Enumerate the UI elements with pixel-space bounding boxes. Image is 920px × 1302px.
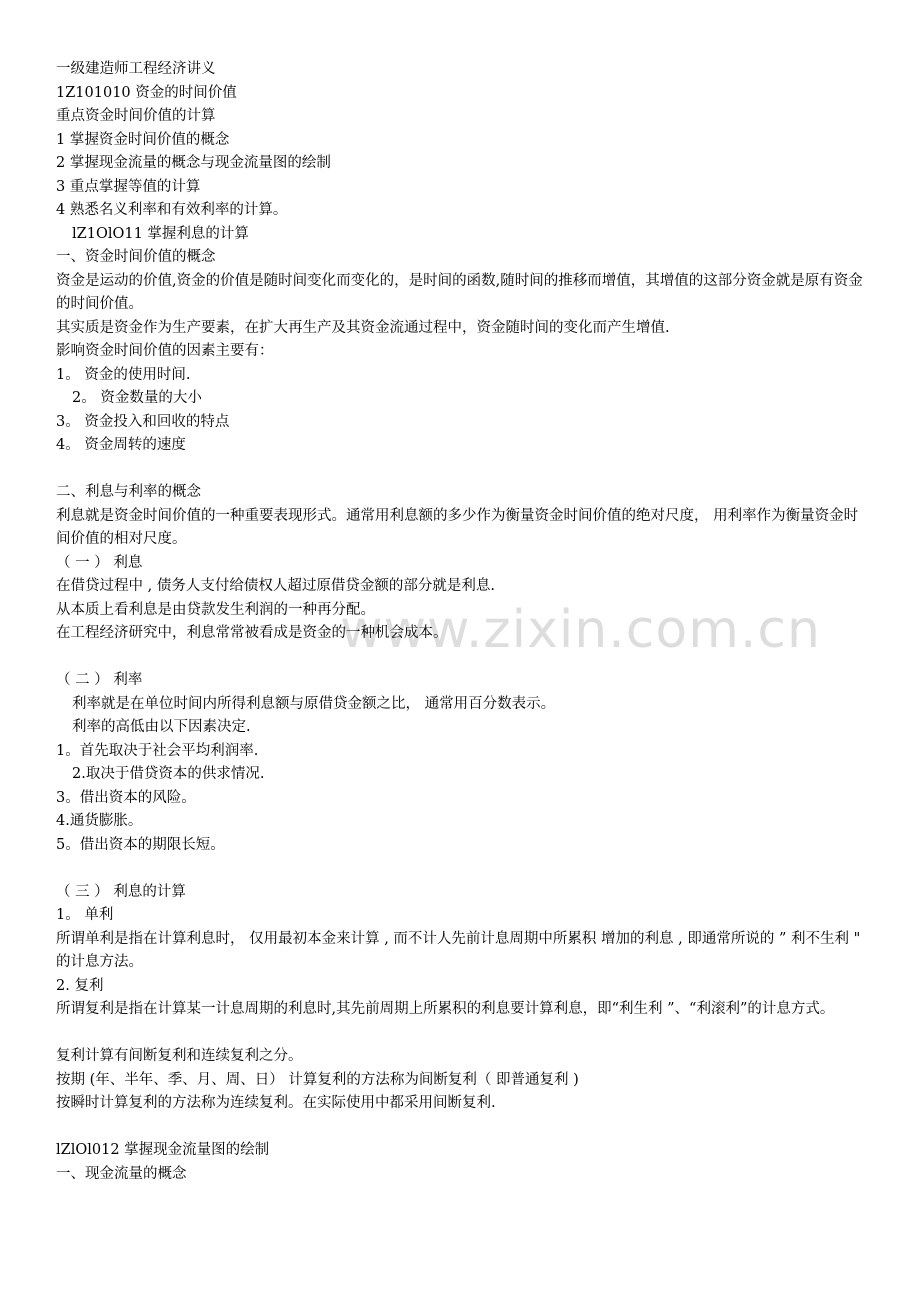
paragraph: 利率的高低由以下因素决定. — [72, 719, 251, 735]
blank-line — [56, 646, 868, 670]
paragraph: 按期 (年、半年、季、月、周、日） 计算复利的方法称为间断复利（ 即普通复利 ) — [56, 1071, 579, 1088]
list-item: 2.取决于借贷资本的供求情况. — [72, 766, 265, 782]
paragraph: 复利计算有间断复利和连续复利之分。 — [56, 1048, 303, 1064]
blank-line — [56, 1022, 868, 1046]
paragraph: 其实质是资金作为生产要素，在扩大再生产及其资金流通过程中，资金随时间的变化而产生增值. — [56, 319, 670, 336]
section-heading: lZlOl012 掌握现金流量图的绘制 — [56, 1142, 270, 1158]
subsection-heading: （ 二 ） 利率 — [56, 672, 143, 688]
paragraph: 所谓复利是指在计算某一计息周期的利息时,其先前周期上所累积的利息要计算利息，即“利生利 ”、“利滚利”的计息方式。 — [56, 1001, 835, 1017]
list-item: 2. 复利 — [56, 977, 104, 994]
subsection-heading: （ 一 ） 利息 — [56, 554, 143, 571]
paragraph: 资金是运动的价值,资金的价值是随时间变化而变化的，是时间的函数,随时间的推移而增值，其增值的这部分资金就是原有资金的时间价值。 — [56, 272, 863, 312]
paragraph: 利息就是资金时间价值的一种重要表现形式。通常用利息额的多少作为衡量资金时间价值的绝对尺度， 用利率作为衡量资金时间价值的相对尺度。 — [56, 507, 859, 547]
section-heading: 1Z101010 资金的时间价值 — [56, 84, 237, 101]
paragraph: 在工程经济研究中，利息常常被看成是资金的一种机会成本。 — [56, 625, 448, 641]
paragraph: 从本质上看利息是由贷款发生利润的一种再分配。 — [56, 601, 375, 618]
subsection-heading: 一、资金时间价值的概念 — [56, 249, 216, 265]
subsection-heading: 二、利息与利率的概念 — [56, 484, 201, 500]
subsection-heading: 一、现金流量的概念 — [56, 1165, 187, 1182]
list-item: 1。首先取决于社会平均利润率. — [56, 742, 259, 759]
list-item: 2。 资金数量的大小 — [72, 390, 202, 406]
paragraph: 利率就是在单位时间内所得利息额与原借贷金额之比， 通常用百分数表示。 — [72, 695, 556, 712]
paragraph: 在借贷过程中 , 债务人支付给债权人超过原借贷金额的部分就是利息. — [56, 578, 495, 594]
section-heading: lZ1OlO11 掌握利息的计算 — [72, 225, 249, 242]
text-line: 影响资金时间价值的因素主要有： — [56, 343, 274, 359]
blank-line — [56, 1116, 868, 1140]
blank-line — [56, 458, 868, 482]
list-item: 4 熟悉名义利率和有效利率的计算。 — [56, 202, 288, 218]
list-item: 2 掌握现金流量的概念与现金流量图的绘制 — [56, 155, 331, 171]
list-item: 3。 资金投入和回收的特点 — [56, 413, 230, 430]
list-item: 3 重点掌握等值的计算 — [56, 178, 201, 195]
blank-line — [56, 857, 868, 881]
list-item: 4。 资金周转的速度 — [56, 437, 186, 453]
list-item: 3。借出资本的风险。 — [56, 789, 196, 806]
paragraph: 按瞬时计算复利的方法称为连续复利。在实际使用中都采用间断复利. — [56, 1095, 496, 1111]
list-item: 1 掌握资金时间价值的概念 — [56, 131, 230, 148]
paragraph: 所谓单利是指在计算利息时， 仅用最初本金来计算 , 而不计人先前计息周期中所累积 增加的利息 , 即通常所说的 ” 利不生利 " 的计息方法。 — [56, 930, 861, 970]
list-item: 5。借出资本的期限长短。 — [56, 836, 225, 853]
watermark: www.zixin.com.cn — [340, 600, 821, 660]
list-item: 1。 单利 — [56, 907, 114, 923]
list-item: 1。 资金的使用时间. — [56, 366, 191, 383]
document-body — [56, 58, 868, 1186]
doc-title: 一级建造师工程经济讲义 — [56, 61, 216, 77]
subsection-heading: （ 三 ） 利息的计算 — [56, 883, 186, 900]
text-line: 重点资金时间价值的计算 — [56, 108, 216, 124]
list-item: 4.通货膨胀。 — [56, 813, 143, 829]
